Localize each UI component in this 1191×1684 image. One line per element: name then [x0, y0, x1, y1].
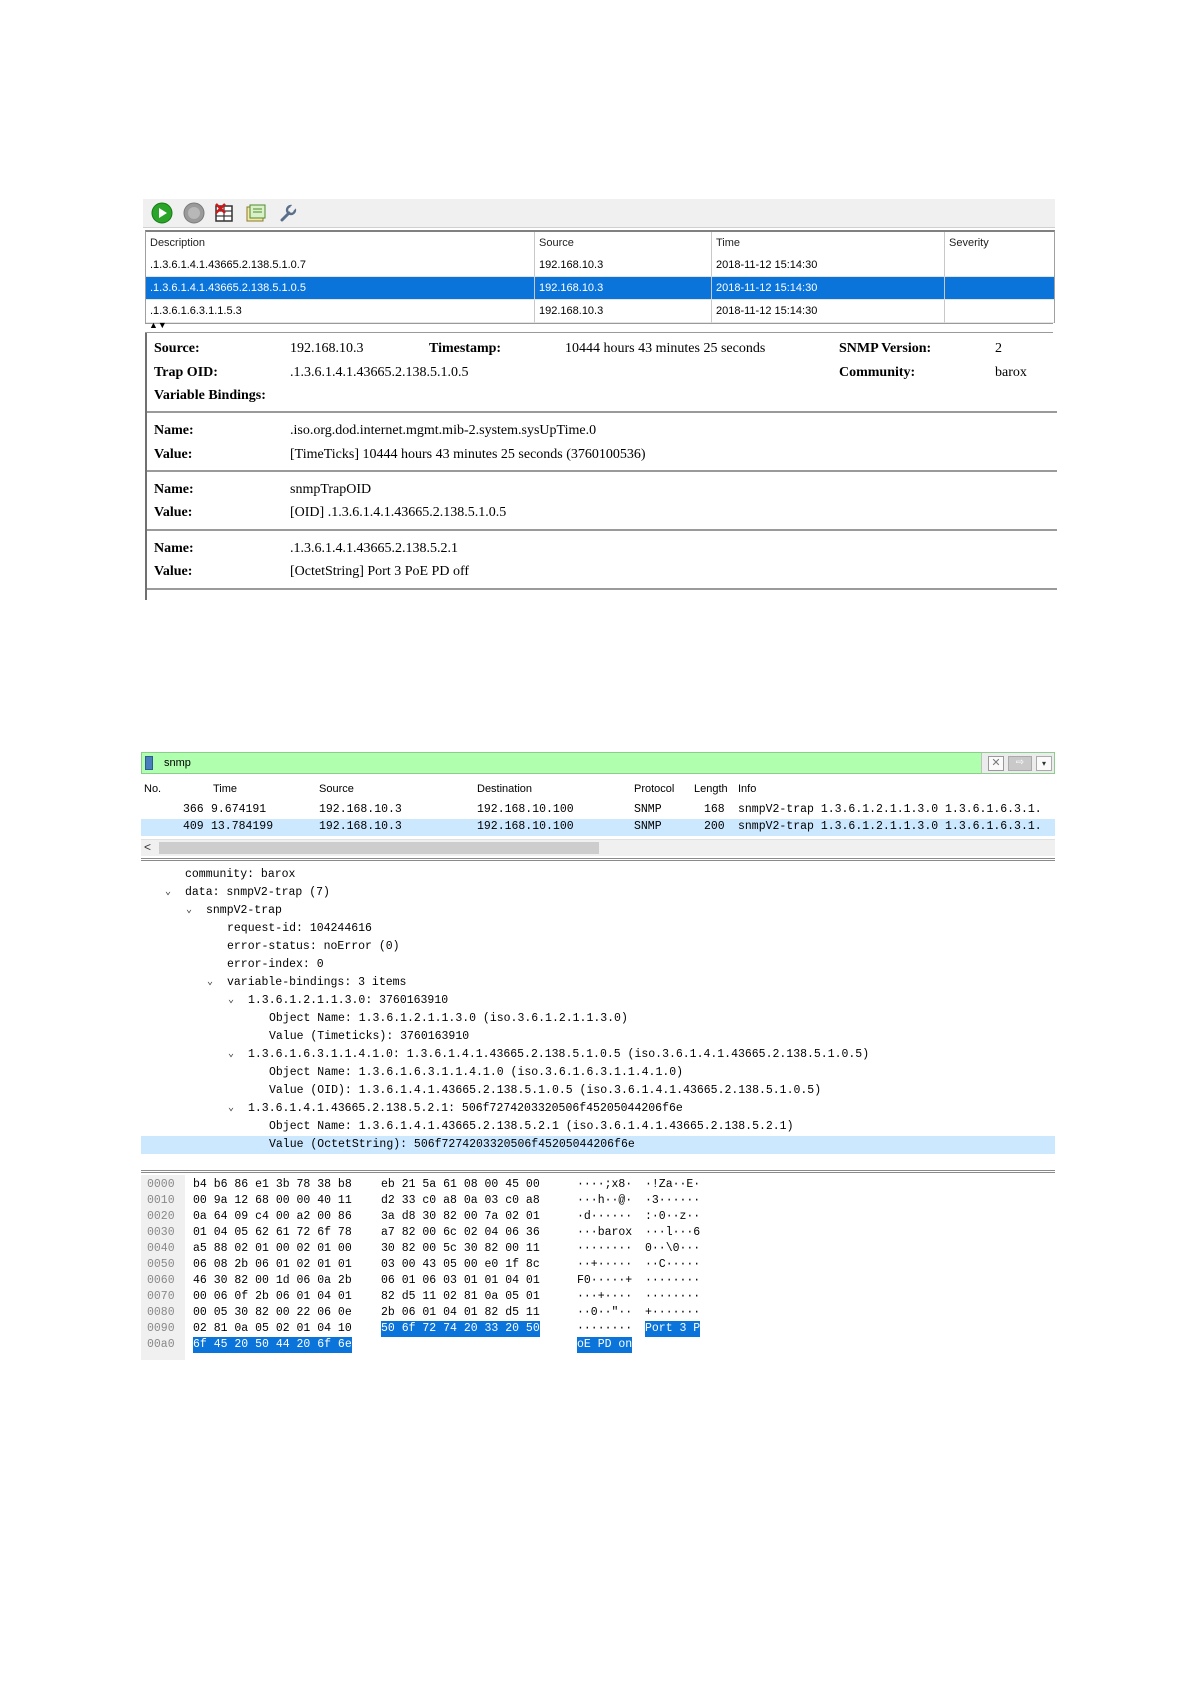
hex-bytes[interactable]: a5 88 02 01 00 02 01 00: [193, 1242, 352, 1255]
ascii-bytes[interactable]: ········: [577, 1242, 633, 1255]
timestamp-value: 10444 hours 43 minutes 25 seconds: [565, 341, 766, 356]
hex-bytes[interactable]: 03 00 43 05 00 e0 1f 8c: [381, 1258, 540, 1271]
packet-no: 366: [183, 803, 204, 816]
timestamp-label: Timestamp:: [429, 341, 502, 356]
divider: [141, 860, 1055, 861]
column-header-destination[interactable]: Destination: [477, 783, 533, 795]
tree-node[interactable]: [141, 1100, 1055, 1118]
hex-offset[interactable]: 0040: [147, 1242, 175, 1255]
trap-toolbar: [143, 199, 1055, 228]
tree-item-text: 1.3.6.1.2.1.1.3.0: 3760163910: [248, 994, 449, 1007]
hex-bytes[interactable]: d2 33 c0 a8 0a 03 c0 a8: [381, 1194, 540, 1207]
trap-time: 2018-11-12 15:14:30: [712, 277, 945, 300]
packet-info: snmpV2-trap 1.3.6.1.2.1.1.3.0 1.3.6.1.6.3.1.: [738, 820, 1042, 833]
packet-list-header: [141, 781, 1055, 799]
ascii-bytes[interactable]: oE PD on: [577, 1338, 633, 1351]
hex-bytes[interactable]: 06 01 06 03 01 01 04 01: [381, 1274, 540, 1287]
packet-protocol: SNMP: [634, 803, 662, 816]
binding-name-label: Name:: [154, 541, 194, 556]
hex-bytes[interactable]: 01 04 05 62 61 72 6f 78: [193, 1226, 352, 1239]
table-row[interactable]: [141, 802, 1055, 819]
tree-leaf[interactable]: [141, 1136, 1055, 1154]
divider: [147, 470, 1057, 472]
packet-length: 168: [704, 803, 725, 816]
display-filter-bar[interactable]: [141, 752, 1055, 774]
tree-node[interactable]: [141, 902, 1055, 920]
chevron-down-icon[interactable]: ⌄: [186, 905, 193, 916]
chevron-down-icon[interactable]: ⌄: [228, 995, 235, 1006]
packet-source: 192.168.10.3: [319, 820, 402, 833]
column-header-time[interactable]: Time: [712, 232, 945, 255]
tree-leaf[interactable]: [141, 920, 1055, 938]
hex-bytes[interactable]: 50 6f 72 74 20 33 20 50: [381, 1322, 540, 1335]
ascii-bytes[interactable]: ········: [577, 1322, 633, 1335]
ascii-bytes[interactable]: ···barox: [577, 1226, 633, 1239]
ascii-bytes[interactable]: F0·····+: [577, 1274, 633, 1287]
tree-item-text: request-id: 104244616: [227, 922, 372, 935]
tree-item-text: Object Name: 1.3.6.1.6.3.1.1.4.1.0 (iso.3.6.1.6.3.1.1.4.1.0): [269, 1066, 684, 1079]
divider: [147, 529, 1057, 531]
trap-severity: [945, 277, 1054, 300]
variable-bindings-label: Variable Bindings:: [154, 388, 266, 403]
chevron-down-icon[interactable]: ⌄: [207, 977, 214, 988]
column-header-info[interactable]: Info: [738, 783, 757, 795]
divider: [141, 858, 1055, 859]
scroll-left-icon[interactable]: <: [144, 840, 152, 854]
ascii-bytes[interactable]: ···h··@·: [577, 1194, 633, 1207]
binding-name-value: .iso.org.dod.internet.mgmt.mib-2.system.sysUpTime.0: [290, 423, 597, 438]
binding-value: [OctetString] Port 3 PoE PD off: [290, 564, 470, 579]
notes-icon[interactable]: [245, 202, 267, 224]
chevron-down-icon[interactable]: ⌄: [228, 1103, 235, 1114]
hex-bytes[interactable]: 00 05 30 82 00 22 06 0e: [193, 1306, 352, 1319]
trap-description: .1.3.6.1.4.1.43665.2.138.5.1.0.5: [146, 277, 535, 300]
packet-source: 192.168.10.3: [319, 803, 402, 816]
clear-table-icon[interactable]: [213, 202, 235, 224]
ascii-bytes[interactable]: :·0··z··: [645, 1210, 701, 1223]
packet-no: 409: [183, 820, 204, 833]
binding-value-label: Value:: [154, 447, 193, 462]
display-filter-input[interactable]: snmp: [164, 757, 191, 769]
column-header-protocol[interactable]: Protocol: [634, 783, 675, 795]
scrollbar-thumb[interactable]: [159, 842, 599, 854]
trap-oid-value: .1.3.6.1.4.1.43665.2.138.5.1.0.5: [290, 365, 469, 380]
splitter-arrows-icon[interactable]: ▲▼: [149, 320, 167, 330]
tree-node[interactable]: [141, 884, 1055, 902]
tree-leaf[interactable]: [141, 1064, 1055, 1082]
tree-node[interactable]: [141, 992, 1055, 1010]
ascii-bytes[interactable]: ········: [645, 1274, 701, 1287]
trap-oid-label: Trap OID:: [154, 365, 218, 380]
divider: [141, 1172, 1055, 1173]
community-value: barox: [995, 365, 1027, 380]
hex-bytes[interactable]: 6f 45 20 50 44 20 6f 6e: [193, 1338, 352, 1351]
table-row[interactable]: [146, 300, 1054, 323]
snmp-version-value: 2: [995, 341, 1002, 356]
tree-leaf[interactable]: [141, 866, 1055, 884]
table-row[interactable]: [146, 254, 1054, 277]
hex-offset[interactable]: 0000: [147, 1178, 175, 1191]
community-label: Community:: [839, 365, 916, 380]
hex-bytes[interactable]: 00 9a 12 68 00 00 40 11: [193, 1194, 352, 1207]
ascii-bytes[interactable]: 0··\0···: [645, 1242, 701, 1255]
tree-item-text: data: snmpV2-trap (7): [185, 886, 330, 899]
ascii-bytes[interactable]: +·······: [645, 1306, 701, 1319]
tree-item-text: Object Name: 1.3.6.1.2.1.1.3.0 (iso.3.6.1.2.1.1.3.0): [269, 1012, 628, 1025]
trap-time: 2018-11-12 15:14:30: [712, 300, 945, 323]
trap-severity: [945, 300, 1054, 323]
divider: [141, 1170, 1055, 1171]
trap-source: 192.168.10.3: [535, 277, 712, 300]
clear-filter-icon[interactable]: ✕: [988, 756, 1004, 771]
hex-bytes[interactable]: b4 b6 86 e1 3b 78 38 b8: [193, 1178, 352, 1191]
tree-leaf[interactable]: [141, 1082, 1055, 1100]
packet-destination: 192.168.10.100: [477, 820, 574, 833]
tree-leaf[interactable]: [141, 956, 1055, 974]
tree-item-text: snmpV2-trap: [206, 904, 282, 917]
ascii-bytes[interactable]: ··C·····: [645, 1258, 701, 1271]
binding-value-label: Value:: [154, 564, 193, 579]
play-icon[interactable]: [151, 202, 173, 224]
horizontal-scrollbar[interactable]: [141, 839, 1055, 856]
apply-filter-icon[interactable]: ⇨: [1008, 756, 1032, 771]
chevron-down-icon[interactable]: ▾: [1036, 756, 1052, 771]
ascii-bytes[interactable]: Port 3 P: [645, 1322, 701, 1335]
tree-leaf[interactable]: [141, 938, 1055, 956]
hex-bytes[interactable]: 0a 64 09 c4 00 a2 00 86: [193, 1210, 352, 1223]
tree-item-text: 1.3.6.1.4.1.43665.2.138.5.2.1: 506f7274203320506f45205044206f6e: [248, 1102, 683, 1115]
trap-table: [145, 230, 1055, 323]
binding-name-value: .1.3.6.1.4.1.43665.2.138.5.2.1: [290, 541, 458, 556]
packet-time: 13.784199: [211, 820, 274, 833]
tree-item-text: Value (OID): 1.3.6.1.4.1.43665.2.138.5.1.0.5 (iso.3.6.1.4.1.43665.2.138.5.1.0.5): [269, 1084, 822, 1097]
trap-receiver-window: [143, 199, 1055, 600]
binding-name-label: Name:: [154, 423, 194, 438]
column-header-severity[interactable]: Severity: [949, 237, 989, 249]
trap-detail-panel: [145, 333, 1057, 600]
packet-destination: 192.168.10.100: [477, 803, 574, 816]
ascii-bytes[interactable]: ··0··"··: [577, 1306, 633, 1319]
tree-leaf[interactable]: [141, 1010, 1055, 1028]
hex-offset[interactable]: 00a0: [147, 1338, 175, 1351]
binding-value-label: Value:: [154, 505, 193, 520]
binding-name-label: Name:: [154, 482, 194, 497]
chevron-down-icon[interactable]: ⌄: [228, 1049, 235, 1060]
column-header-time[interactable]: Time: [213, 783, 238, 795]
packet-details-tree: [141, 866, 1055, 1151]
ascii-bytes[interactable]: ·d······: [577, 1210, 633, 1223]
hex-bytes[interactable]: 30 82 00 5c 30 82 00 11: [381, 1242, 540, 1255]
column-header-no[interactable]: No.: [144, 783, 162, 795]
tree-item-text: Value (OctetString): 506f7274203320506f45205044206f6e: [269, 1136, 635, 1154]
trap-description: .1.3.6.1.6.3.1.1.5.3: [146, 300, 535, 323]
ascii-bytes[interactable]: ··+·····: [577, 1258, 633, 1271]
pane-splitter[interactable]: [145, 320, 1053, 333]
packet-time: 9.674191: [211, 803, 267, 816]
hex-bytes[interactable]: 2b 06 01 04 01 82 d5 11: [381, 1306, 540, 1319]
chevron-down-icon[interactable]: ⌄: [165, 887, 172, 898]
ascii-bytes[interactable]: ·3······: [645, 1194, 701, 1207]
trap-description: .1.3.6.1.4.1.43665.2.138.5.1.0.7: [146, 254, 535, 277]
ascii-bytes[interactable]: ········: [645, 1290, 701, 1303]
column-header-length[interactable]: Length: [694, 783, 728, 795]
filter-buttons: [981, 753, 1054, 773]
hex-bytes[interactable]: 06 08 2b 06 01 02 01 01: [193, 1258, 352, 1271]
table-row-selected[interactable]: [146, 277, 1054, 300]
settings-wrench-icon[interactable]: [277, 202, 299, 224]
stop-icon[interactable]: [183, 202, 205, 224]
source-label: Source:: [154, 341, 200, 356]
trap-source: 192.168.10.3: [535, 254, 712, 277]
hex-bytes[interactable]: 3a d8 30 82 00 7a 02 01: [381, 1210, 540, 1223]
table-row-selected[interactable]: [141, 819, 1055, 836]
hex-offset[interactable]: 0080: [147, 1306, 175, 1319]
tree-item-text: Value (Timeticks): 3760163910: [269, 1030, 470, 1043]
binding-value: [OID] .1.3.6.1.4.1.43665.2.138.5.1.0.5: [290, 505, 507, 520]
bookmark-icon[interactable]: [145, 756, 153, 770]
hex-bytes[interactable]: 02 81 0a 05 02 01 04 10: [193, 1322, 352, 1335]
source-value: 192.168.10.3: [290, 341, 364, 356]
hex-offset[interactable]: 0070: [147, 1290, 175, 1303]
binding-value: [TimeTicks] 10444 hours 43 minutes 25 seconds (3760100536): [290, 447, 646, 462]
hex-offset[interactable]: 0020: [147, 1210, 175, 1223]
packet-bytes-pane: [141, 1175, 1055, 1360]
divider: [147, 588, 1057, 590]
hex-offset[interactable]: 0050: [147, 1258, 175, 1271]
ascii-bytes[interactable]: ····;x8·: [577, 1178, 633, 1191]
hex-offset[interactable]: 0010: [147, 1194, 175, 1207]
divider: [147, 411, 1057, 413]
tree-node[interactable]: [141, 974, 1055, 992]
tree-item-text: variable-bindings: 3 items: [227, 976, 407, 989]
hex-bytes[interactable]: 82 d5 11 02 81 0a 05 01: [381, 1290, 540, 1303]
column-header-description[interactable]: Description: [146, 232, 535, 255]
column-header-source[interactable]: Source: [319, 783, 354, 795]
trap-table-header: [146, 232, 1054, 255]
trap-time: 2018-11-12 15:14:30: [712, 254, 945, 277]
trap-severity: [945, 254, 1054, 277]
hex-offset[interactable]: 0090: [147, 1322, 175, 1335]
hex-offset[interactable]: 0030: [147, 1226, 175, 1239]
snmp-version-label: SNMP Version:: [839, 341, 932, 356]
tree-item-text: community: barox: [185, 868, 296, 881]
hex-bytes[interactable]: eb 21 5a 61 08 00 45 00: [381, 1178, 540, 1191]
ascii-bytes[interactable]: ···l···6: [645, 1226, 701, 1239]
trap-source: 192.168.10.3: [535, 300, 712, 323]
column-header-source[interactable]: Source: [535, 232, 712, 255]
hex-bytes[interactable]: 46 30 82 00 1d 06 0a 2b: [193, 1274, 352, 1287]
tree-item-text: error-status: noError (0): [227, 940, 400, 953]
ascii-bytes[interactable]: ·!Za··E·: [645, 1178, 701, 1191]
tree-node[interactable]: [141, 1046, 1055, 1064]
tree-item-text: error-index: 0: [227, 958, 324, 971]
hex-bytes[interactable]: a7 82 00 6c 02 04 06 36: [381, 1226, 540, 1239]
tree-item-text: 1.3.6.1.6.3.1.1.4.1.0: 1.3.6.1.4.1.43665.2.138.5.1.0.5 (iso.3.6.1.4.1.43665.2.138.5.1.0.5): [248, 1048, 870, 1061]
tree-leaf[interactable]: [141, 1118, 1055, 1136]
packet-info: snmpV2-trap 1.3.6.1.2.1.1.3.0 1.3.6.1.6.3.1.: [738, 803, 1042, 816]
packet-protocol: SNMP: [634, 820, 662, 833]
hex-offset[interactable]: 0060: [147, 1274, 175, 1287]
tree-item-text: Object Name: 1.3.6.1.4.1.43665.2.138.5.2.1 (iso.3.6.1.4.1.43665.2.138.5.2.1): [269, 1120, 794, 1133]
wireshark-window: [141, 752, 1055, 1352]
binding-name-value: snmpTrapOID: [290, 482, 372, 497]
tree-leaf[interactable]: [141, 1028, 1055, 1046]
packet-length: 200: [704, 820, 725, 833]
hex-bytes[interactable]: 00 06 0f 2b 06 01 04 01: [193, 1290, 352, 1303]
ascii-bytes[interactable]: ···+····: [577, 1290, 633, 1303]
